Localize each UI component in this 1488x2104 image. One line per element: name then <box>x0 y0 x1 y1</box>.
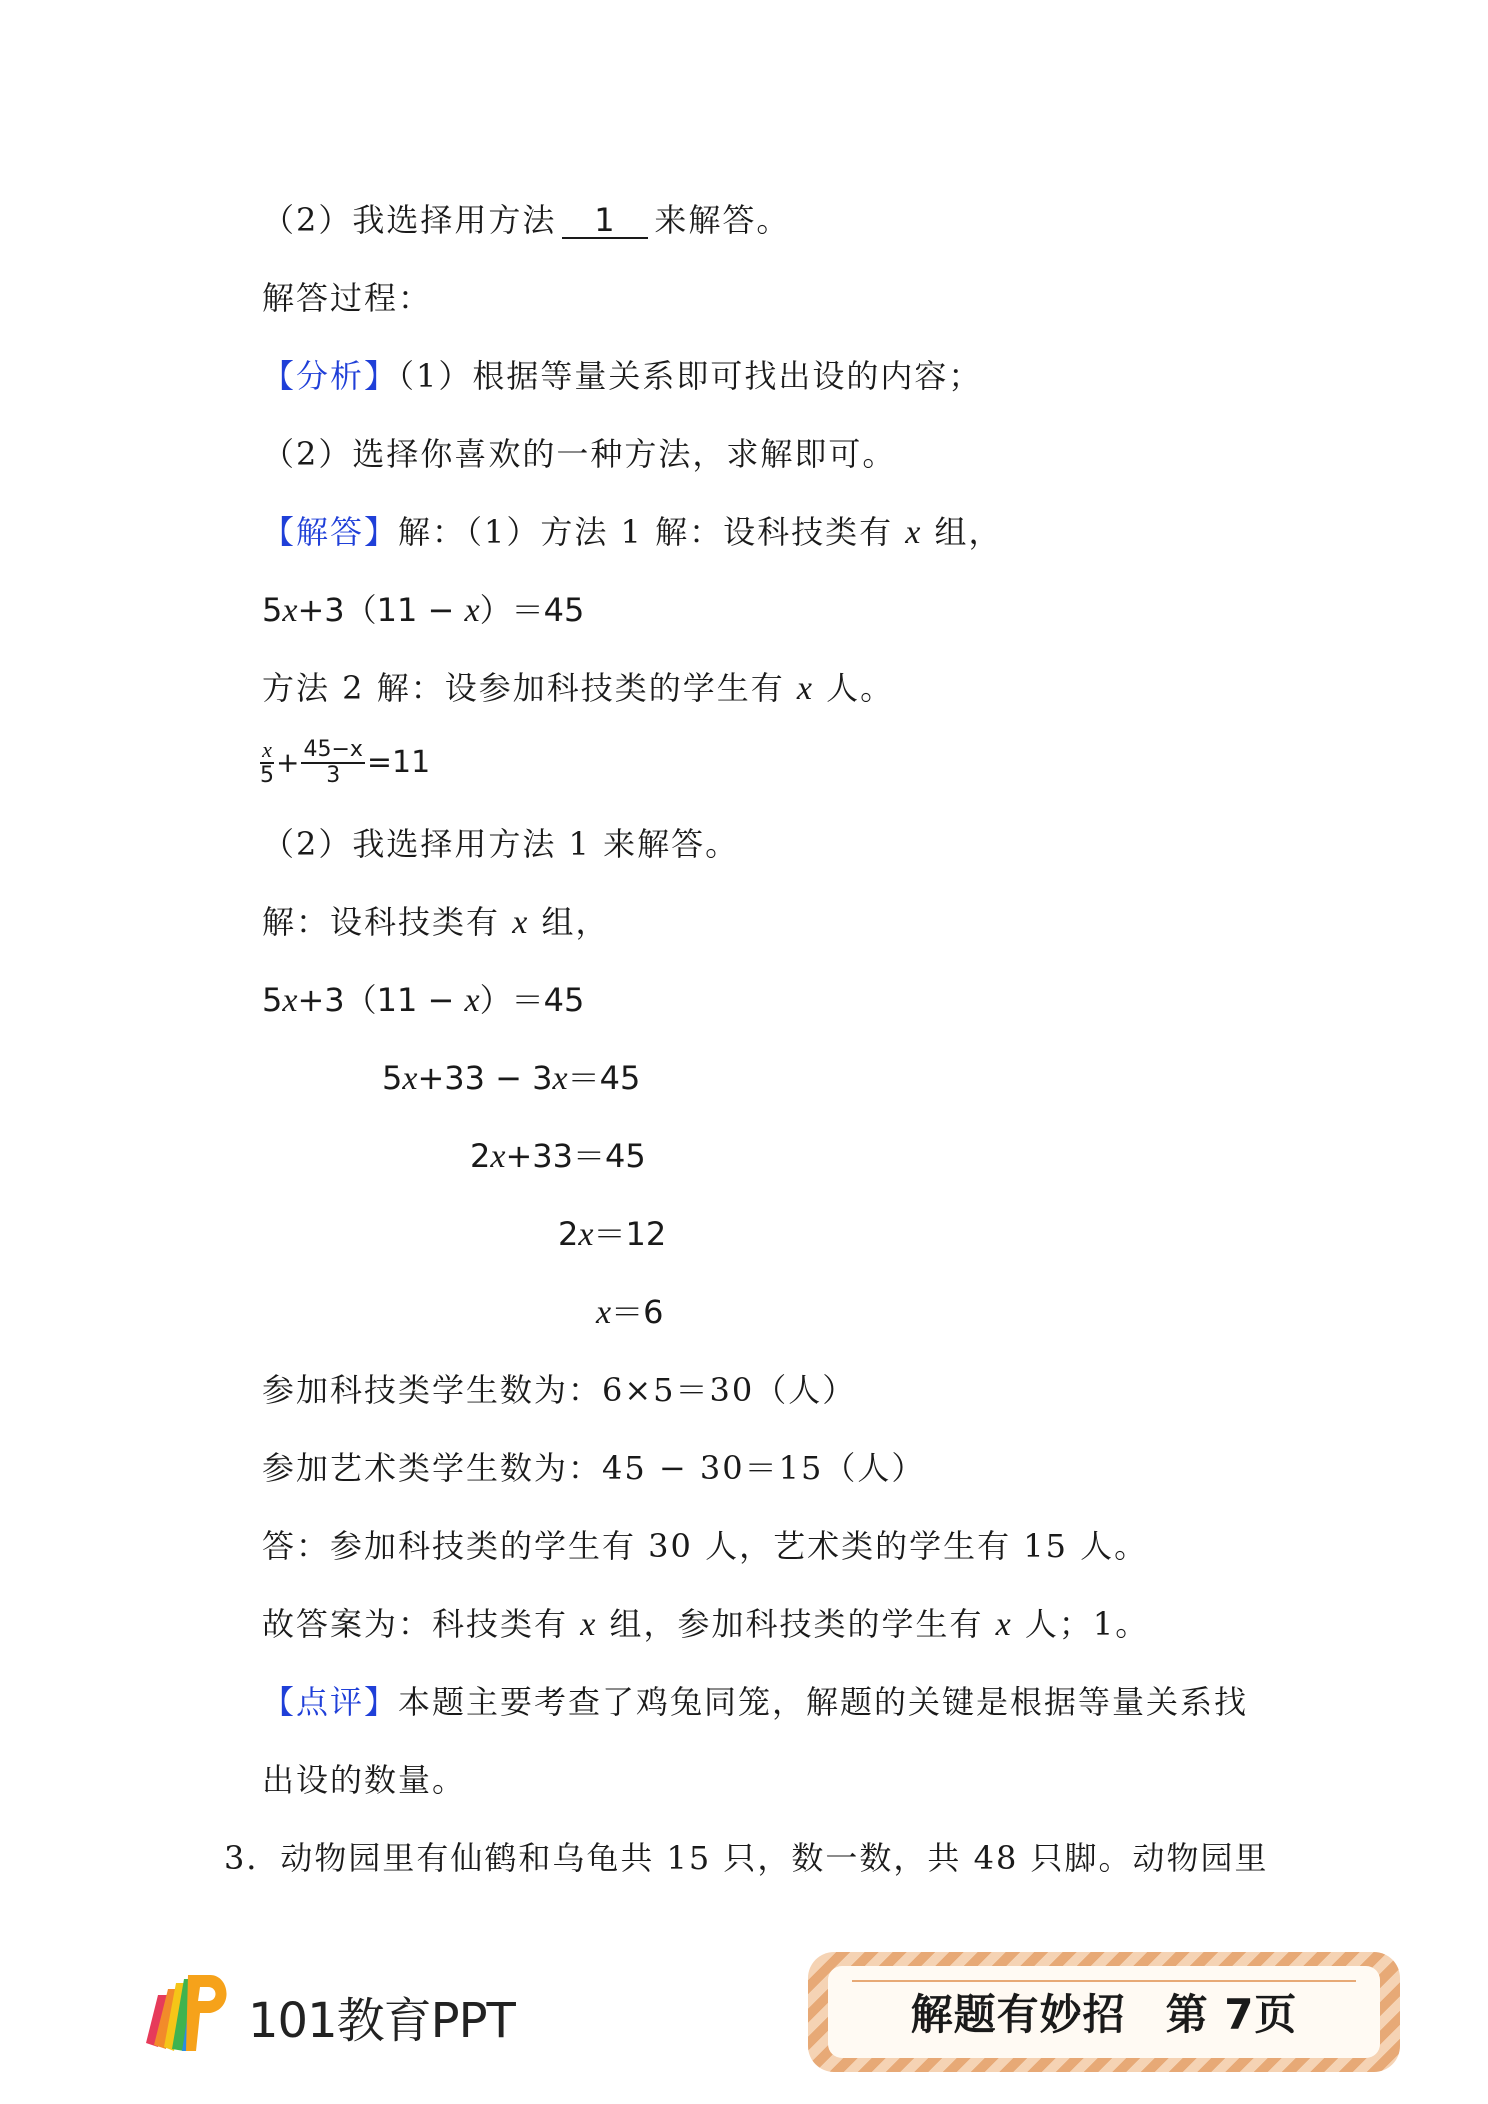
variable: x <box>905 514 923 551</box>
equals-rhs: =11 <box>366 745 431 780</box>
variable: x <box>552 1060 568 1097</box>
equation-2 <box>262 978 584 1023</box>
eq-part: ＝6 <box>611 1293 664 1331</box>
variable: x <box>596 1294 612 1331</box>
fraction-1 <box>260 738 274 788</box>
answer-line: 答：参加科技类的学生有 30 人，艺术类的学生有 15 人。 <box>262 1527 1149 1565</box>
fraction-equation <box>258 738 430 788</box>
final-answer-line <box>262 1602 1149 1647</box>
solution-tag: 【解答】 <box>262 513 399 551</box>
science-count-line: 参加科技类学生数为：6×5＝30（人） <box>262 1371 857 1409</box>
variable: x <box>282 982 298 1019</box>
eq-part: +3（11 − <box>297 981 465 1019</box>
choice-line <box>262 198 790 242</box>
setup-end: 组， <box>529 903 610 941</box>
variable: x <box>796 670 814 707</box>
variable: x <box>512 904 530 941</box>
solution-line <box>262 510 1003 555</box>
badge-decoration <box>852 1980 1356 1982</box>
eq-part: 5 <box>382 1059 403 1097</box>
method-2-end: 人。 <box>813 669 895 707</box>
eq-part: +3（11 − <box>297 591 465 629</box>
fraction-2-denominator: 3 <box>326 763 341 788</box>
final-answer-text: 组，参加科技类的学生有 <box>597 1605 996 1643</box>
comment-text: 本题主要考查了鸡兔同笼，解题的关键是根据等量关系找 <box>398 1683 1249 1721</box>
comment-line-2: 出设的数量。 <box>262 1761 467 1799</box>
comment-line <box>262 1680 1248 1724</box>
equation-3 <box>382 1056 640 1101</box>
analysis-text: （1）根据等量关系即可找出设的内容； <box>398 357 983 395</box>
comment-tag: 【点评】 <box>262 1683 399 1721</box>
solution-text: 解：（1）方法 1 解：设科技类有 <box>398 513 906 551</box>
equation-4 <box>470 1134 646 1179</box>
question-3-line: 3．动物园里有仙鹤和乌龟共 15 只，数一数，共 48 只脚。动物园里 <box>224 1839 1269 1877</box>
variable: x <box>490 1138 506 1175</box>
eq-part: 2 <box>470 1137 491 1175</box>
page-badge <box>808 1952 1400 2072</box>
solution-text-end: 组， <box>922 513 1003 551</box>
setup-text: 解：设科技类有 <box>262 903 513 941</box>
analysis-tag: 【分析】 <box>262 357 399 395</box>
badge-page-number: 第 7页 <box>1165 1990 1298 2039</box>
plus-sign: + <box>276 746 300 779</box>
final-answer-text: 故答案为：科技类有 <box>262 1605 581 1643</box>
choice-prefix: （2）我选择用方法 <box>262 201 557 239</box>
choice-suffix: 来解答。 <box>654 201 791 239</box>
analysis-line-2: （2）选择你喜欢的一种方法，求解即可。 <box>262 435 897 473</box>
eq-part: ）＝45 <box>479 591 585 629</box>
badge-title: 解题有妙招 <box>910 1990 1126 2039</box>
variable: x <box>282 592 298 629</box>
equation-1 <box>262 588 584 633</box>
eq-part: +33 − 3 <box>417 1059 553 1097</box>
method-2-text: 方法 2 解：设参加科技类的学生有 <box>262 669 797 707</box>
brand-logo-icon <box>138 1965 238 2055</box>
fraction-1-numerator: x <box>260 738 274 764</box>
eq-part: ＝12 <box>593 1215 667 1253</box>
equation-6 <box>596 1290 663 1335</box>
choice-line-2: （2）我选择用方法 1 来解答。 <box>262 825 740 863</box>
fraction-1-denominator: 5 <box>260 763 274 788</box>
variable: x <box>464 982 480 1019</box>
variable: x <box>402 1060 418 1097</box>
variable: x <box>464 592 480 629</box>
eq-part: +33＝45 <box>505 1137 646 1175</box>
process-heading: 解答过程： <box>262 279 433 317</box>
setup-line <box>262 900 609 945</box>
art-count-line: 参加艺术类学生数为：45 − 30＝15（人） <box>262 1449 926 1487</box>
variable: x <box>995 1606 1013 1643</box>
variable: x <box>578 1216 594 1253</box>
fraction-2 <box>301 738 364 788</box>
answer-blank: 1 <box>562 203 648 239</box>
eq-part: 5 <box>262 981 283 1019</box>
eq-part: 5 <box>262 591 283 629</box>
fraction-2-numerator: 45−x <box>303 737 363 762</box>
variable: x <box>580 1606 598 1643</box>
final-answer-end: 人；1。 <box>1012 1605 1150 1643</box>
equation-5 <box>558 1212 666 1257</box>
brand-name: 101教育PPT <box>248 1993 515 2049</box>
eq-part: 2 <box>558 1215 579 1253</box>
method-2-line <box>262 666 894 711</box>
analysis-line <box>262 354 982 398</box>
eq-part: ）＝45 <box>479 981 585 1019</box>
eq-part: ＝45 <box>567 1059 641 1097</box>
